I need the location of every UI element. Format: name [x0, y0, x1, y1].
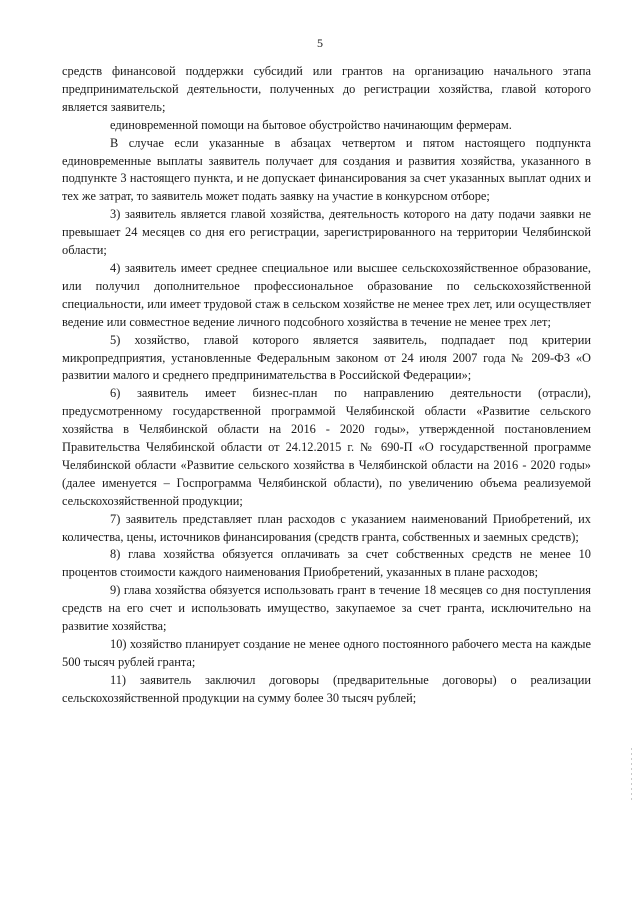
paragraph: 5) хозяйство, главой которого является заявитель, подпадает под критерии микропредприятия, установленные Федеральным законом от 24 июля 2007 года № 209-ФЗ «О развитии малого и среднего предпринимательства в Российской Федерации»;	[62, 332, 591, 383]
paragraph: 7) заявитель представляет план расходов с указанием наименований Приобретений, их количества, цены, источников финансирования (средств гранта, собственных и заемных средств);	[62, 511, 591, 544]
document-body	[62, 63, 591, 708]
scan-edge-mark	[631, 748, 632, 800]
paragraph: единовременной помощи на бытовое обустройство начинающим фермерам.	[110, 117, 512, 132]
paragraph: 3) заявитель является главой хозяйства, деятельность которого на дату подачи заявки не превышает 24 месяцев со дня его регистрации, зарегистрированного на территории Челябинской области;	[62, 207, 591, 258]
page-number: 5	[317, 36, 323, 50]
paragraph: 8) глава хозяйства обязуется оплачивать за счет собственных средств не менее 10 процентов стоимости каждого наименования Приобретений, указанных в плане расходов;	[62, 547, 591, 580]
paragraph: 6) заявитель имеет бизнес-план по направлению деятельности (отрасли), предусмотренному государственной программой Челябинской области «Развитие сельского хозяйства в Челябинской области на 2016 - 2020 годы», утвержденной постановлением Правительства Челябинской области от 24.12.2015 г. № 690-П «О государственной программе Челябинской области «Развитие сельского хозяйства в Челябинской области на 2016 - 2020 годы» (далее именуется – Госпрограмма Челябинской области), по увеличению объема реализуемой сельскохозяйственной продукции;	[62, 386, 591, 508]
paragraph: 4) заявитель имеет среднее специальное или высшее сельскохозяйственное образование, или получил дополнительное профессиональное образование по сельскохозяйственной специальности, или имеет трудовой стаж в сельском хозяйстве не менее трех лет, или осуществляет ведение или совместное ведение личного подсобного хозяйства в течение не менее трех лет;	[62, 260, 591, 329]
paragraph: средств финансовой поддержки субсидий или грантов на организацию начального этапа предпринимательской деятельности, полученных до регистрации хозяйства, главой которого является заявитель;	[62, 64, 591, 114]
paragraph: 9) глава хозяйства обязуется использовать грант в течение 18 месяцев со дня поступления средств на его счет и использовать имущество, закупаемое за счет гранта, исключительно на развитие хозяйства;	[62, 583, 591, 634]
paragraph: 11) заявитель заключил договоры (предварительные договоры) о реализации сельскохозяйственной продукции на сумму более 30 тысяч рублей;	[62, 672, 591, 705]
paragraph: В случае если указанные в абзацах четвертом и пятом настоящего подпункта единовременные выплаты заявитель получает для создания и развития хозяйства, указанного в подпункте 3 настоящего пункта, и не допускает финансирования за счет указанных выплат одних и тех же затрат, то заявитель может подать заявку на участие в конкурсном отборе;	[62, 135, 591, 204]
paragraph: 10) хозяйство планирует создание не менее одного постоянного рабочего места на каждые 500 тысяч рублей гранта;	[62, 637, 591, 669]
